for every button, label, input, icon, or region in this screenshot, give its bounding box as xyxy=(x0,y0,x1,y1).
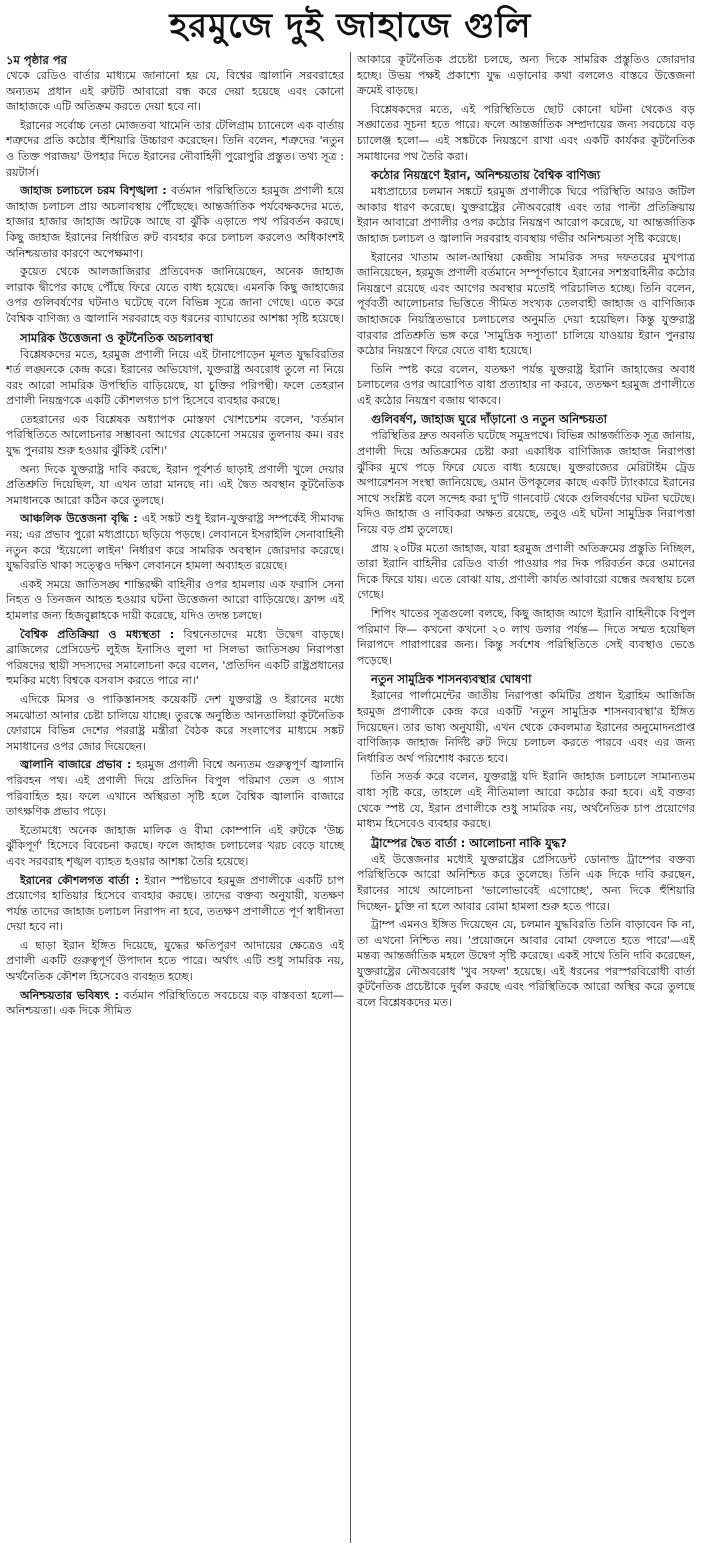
newspaper-page xyxy=(0,4,701,1547)
paragraph-text: এই সঙ্কট শুধু ইরান-যুক্তরাষ্ট্র সম্পর্কেই সীমাবদ্ধ নয়; এর প্রভাব পুরো মধ্যপ্রাচ্যে ছড়িয়ে পড়ছে। লেবাননে ইসরাইলি সেনাবাহিনী নতুন করে 'ইয়েলো লাইন' নির্ধারণ করে সামরিক অবস্থান জোরদার করেছে। যুদ্ধবিরতি থাকা সত্ত্বেও দক্ষিণ লেবাননে হামলা অব্যাহত রয়েছে। xyxy=(6,512,344,573)
paragraph: বিশ্লেষকদের মতে, হরমুজ প্রণালী নিয়ে এই টানাপোড়েন মূলত যুদ্ধবিরতির শর্ত লঙ্ঘনকে কেন্দ্র করে। ইরানের অভিযোগ, যুক্তরাষ্ট্র অবরোধ তুলে না নিয়ে বরং আরো সামরিক উপস্থিতি বাড়িয়েছে, যা চুক্তির পরিপন্থী। ফলে তেহরান প্রণালী নিয়ন্ত্রণকে একটি কৌশলগত চাপ হিসেবে ব্যবহার করছে। xyxy=(6,347,344,408)
paragraph: তিনি সতর্ক করে বলেন, যুক্তরাষ্ট্র যদি ইরানি জাহাজ চলাচলে সামান্যতম বাধা সৃষ্টি করে, তাহলে এই নীতিমালা আরো কঠোর করা হবে। এই বক্তব্য থেকে স্পষ্ট যে, ইরান প্রণালীকে শুধু সামরিক নয়, অর্থনৈতিক চাপ প্রয়োগের মাধ্যম হিসেবেও ব্যবহার করছে। xyxy=(357,770,695,831)
paragraph: কুয়েত থেকে আলজাজিরার প্রতিবেদক জানিয়েছেন, অনেক জাহাজ লারাক দ্বীপের কাছে পৌঁছে ফিরে যেতে বাধ্য হয়েছে। এমনকি কিছু জাহাজের ওপর গুলিবর্ষণের ঘটনাও ঘটেছে বলে বিভিন্ন সূত্রে জানা গেছে। এতে করে বৈশ্বিক বাণিজ্য ও জ্বালানি সরবরাহে বড় ধরনের ব্যাঘাতের আশঙ্কা সৃষ্টি হয়েছে। xyxy=(6,265,344,325)
paragraph xyxy=(6,627,344,689)
paragraph: শিপিং খাতের সূত্রগুলো বলছে, কিছু জাহাজ আগে ইরানি বাহিনীকে বিপুল পরিমাণ ফি— কখনো কখনো ২০ লাখ ডলার পর্যন্ত— দিতে সম্মত হয়েছিল নিরাপদে পারাপারের জন্য। কিন্তু সর্বশেষ পরিস্থিতিতে সেই ব্যবস্থাও ভেঙে পড়েছে। xyxy=(357,607,695,667)
subheading: অনিশ্চয়তার ভবিষ্যৎ : xyxy=(20,988,119,1002)
paragraph xyxy=(6,873,344,935)
paragraph: এদিকে মিসর ও পাকিস্তানসহ কয়েকটি দেশ যুক্তরাষ্ট্র ও ইরানের মধ্যে সমঝোতা আনার চেষ্টা চালিয়ে যাচ্ছে। তুরস্কে অনুষ্ঠিত আনতালিয়া কূটনৈতিক ফোরামে বিভিন্ন দেশের পররাষ্ট্র মন্ত্রীরা বৈঠক করে সংলাপের মাধ্যমে সঙ্কট সমাধানের ওপর জোর দিয়েছেন। xyxy=(6,692,344,753)
paragraph-text: বিশ্বনেতাদের মধ্যে উদ্বেগ বাড়ছে। ব্রাজিলের প্রেসিডেন্ট লুইজ ইনাসিও লুলা দা সিলভা জাতিসঙ্ঘ নিরাপত্তা পরিষদের স্থায়ী সদস্যদের সমালোচনা করে বলেন, 'প্রতিদিন একটি রাষ্ট্রপ্রধানের হুমকির মধ্যে বিশ্বকে বসবাস করতে পারে না।' xyxy=(6,627,344,688)
paragraph: থেকে রেডিও বার্তার মাধ্যমে জানানো হয় যে, বিশ্বের জ্বালানি সরবরাহের অন্যতম প্রধান এই রুটটি আবারো বন্ধ করে দেয়া হয়েছে এবং কোনো জাহাজকে এটি অতিক্রম করতে দেয়া হবে না। xyxy=(6,69,344,114)
paragraph: আকারে কূটনৈতিক প্রচেষ্টা চলছে, অন্য দিকে সামরিক প্রস্তুতিও জোরদার হচ্ছে। উভয় পক্ষই প্রকাশ্যে যুদ্ধ এড়ানোর কথা বললেও বাস্তবে উত্তেজনা ক্রমেই বাড়ছে। xyxy=(357,53,695,98)
subheading: ইরানের কৌশলগত বার্তা : xyxy=(20,873,140,887)
left-column xyxy=(6,52,350,1543)
right-column xyxy=(351,52,695,1543)
paragraph: ট্রাম্প এমনও ইঙ্গিত দিয়েছেন যে, চলমান যুদ্ধবিরতি তিনি বাড়াবেন কি না, তা এখনো নিশ্চিত নয়। 'প্রয়োজনে আবার বোমা ফেলতে হতে পারে'—এই মন্তব্য আন্তর্জাতিক মহলে উদ্বেগ সৃষ্টি করেছে। একই সাথে তিনি দাবি করেছেন, যুক্তরাষ্ট্রের নৌঅবরোধ 'খুব সফল' হয়েছে। এই ধরনের পরস্পরবিরোধী বার্তা কূটনৈতিক প্রচেষ্টাকে দুর্বল করছে এবং পরিস্থিতিকে আরো অস্থির করে তুলছে বলে বিশ্লেষকদের মত। xyxy=(357,918,695,1010)
paragraph: বিশ্লেষকদের মতে, এই পরিস্থিতিতে ছোট কোনো ঘটনা থেকেও বড় সঙ্ঘাতের সূচনা হতে পারে। ফলে আন্তর্জাতিক সম্প্রদায়ের জন্য সবচেয়ে বড় চ্যালেঞ্জ হলো— এই সঙ্কটকে নিয়ন্ত্রণে রাখা এবং একটি কার্যকর কূটনৈতিক সমাধানের পথ তৈরি করা। xyxy=(357,102,695,163)
section-heading: গুলিবর্ষণ, জাহাজ ঘুরে দাঁড়ানো ও নতুন অনিশ্চয়তা xyxy=(371,412,608,427)
paragraph xyxy=(6,511,344,573)
section-heading: সামরিক উত্তেজনা ও কূটনৈতিক অচলাবস্থা xyxy=(20,330,214,345)
paragraph-text: ইরান স্পষ্টভাবে হরমুজ প্রণালীকে একটি চাপ প্রয়োগের হাতিয়ার হিসেবে ব্যবহার করছে। তাদের বক্তব্য অনুযায়ী, যতক্ষণ পর্যন্ত তাদের জাহাজ চলাচল নিরাপদ না হবে, ততক্ষণ প্রণালীতে পূর্ণ স্বাধীনতা দেয়া হবে না। xyxy=(6,873,345,934)
paragraph: এ ছাড়া ইরান ইঙ্গিত দিয়েছে, যুদ্ধের ক্ষতিপূরণ আদায়ের ক্ষেত্রেও এই প্রণালী একটি গুরুত্বপূর্ণ উপাদান হতে পারে। অর্থাৎ এটি শুধু সামরিক নয়, অর্থনৈতিক কৌশল হিসেবেও ব্যবহৃত হচ্ছে। xyxy=(6,938,344,984)
subheading: জাহাজ চলাচলে চরম বিশৃঙ্খলা : xyxy=(20,184,167,198)
paragraph: তিনি স্পষ্ট করে বলেন, যতক্ষণ পর্যন্ত যুক্তরাষ্ট্র ইরানি জাহাজের অবাধ চলাচলের ওপর আরোপিত বাধা প্রত্যাহার না করবে, ততক্ষণ হরমুজ প্রণালীতে এই কঠোর নিয়ন্ত্রণ বজায় থাকবে। xyxy=(357,362,695,407)
subheading: জ্বালানি বাজারে প্রভাব : xyxy=(20,758,132,772)
paragraph: পরিস্থিতির দ্রুত অবনতি ঘটেছে সমুদ্রপথে। বিভিন্ন আন্তর্জাতিক সূত্র জানায়, প্রণালী দিয়ে অতিক্রমের চেষ্টা করা একাধিক বাণিজ্যিক জাহাজ নিরাপত্তা ঝুঁকির মুখে পড়ে ফিরে যেতে বাধ্য হয়েছে। যুক্তরাজ্যের মেরিটাইম ট্রেড অপারেশনস সংস্থা জানিয়েছে, ওমান উপকূলের কাছে একটি ট্যাংকারে ইরানের সাথে সংশ্লিষ্ট বলে সন্দেহ করা দু'টি গানবোট থেকে গুলিবর্ষণের ঘটনা ঘটেছে। যদিও জাহাজ ও নাবিকরা অক্ষত রয়েছে, তবুও এই ঘটনা সামুদ্রিক নিরাপত্তা নিয়ে বড় প্রশ্ন তুলেছে। xyxy=(357,429,695,537)
paragraph xyxy=(6,988,344,1019)
paragraph xyxy=(6,183,344,261)
paragraph-text: বর্তমান পরিস্থিতিতে সবচেয়ে বড় বাস্তবতা হলো— অনিশ্চয়তা। এক দিকে সীমিত xyxy=(6,988,344,1018)
section-heading: কঠোর নিয়ন্ত্রণে ইরান, অনিশ্চয়তায় বৈশ্বিক বাণিজ্য xyxy=(371,168,601,183)
paragraph: ইরানের খাতাম আল-আম্বিয়া কেন্দ্রীয় সামরিক সদর দফতরের মুখপাত্র জানিয়েছেন, হরমুজ প্রণালী বর্তমানে সম্পূর্ণভাবে ইরানের সশস্ত্রবাহিনীর কঠোর নিয়ন্ত্রণে রয়েছে এবং আগের অবস্থার মতোই পরিচালিত হচ্ছে। তিনি বলেন, পূর্ববর্তী আলোচনার ভিত্তিতে সীমিত সংখ্যক তেলবাহী জাহাজ ও বাণিজ্যিক জাহাজকে নিয়ন্ত্রিতভাবে চলাচলের অনুমতি দেয়া হয়েছিল। কিন্তু যুক্তরাষ্ট্র বারবার প্রতিশ্রুতি ভঙ্গ করে 'সামুদ্রিক দস্যুতা' চালিয়ে যাওয়ায় ইরান পুনরায় কঠোর নিয়ন্ত্রণে ফিরে যেতে বাধ্য হয়েছে। xyxy=(357,250,695,358)
paragraph: এই উত্তেজনার মধ্যেই যুক্তরাষ্ট্রের প্রেসিডেন্ট ডোনাল্ড ট্রাম্পের বক্তব্য পরিস্থিতিকে আরো অনিশ্চিত করে তুলেছে। তিনি এক দিকে দাবি করছেন, ইরানের সাথে আলোচনা 'ভালোভাবেই এগোচ্ছে', অন্য দিকে হুঁশিয়ারি দিচ্ছেন- চুক্তি না হলে আবার বোমা হামলা শুরু হতে পারে। xyxy=(357,852,695,913)
paragraph: অন্য দিকে যুক্তরাষ্ট্র দাবি করছে, ইরান পূর্বশর্ত ছাড়াই প্রণালী খুলে দেয়ার প্রতিশ্রুতি দিয়েছিল, যা এখন তারা মানছে না। এই দ্বৈত অবস্থান কূটনৈতিক সমাধানকে আরো কঠিন করে তুলছে। xyxy=(6,462,344,507)
paragraph: প্রায় ২০টির মতো জাহাজ, যারা হরমুজ প্রণালী অতিক্রমের প্রস্তুতি নিচ্ছিল, তারা ইরানি বাহিনীর রেডিও বার্তা পাওয়ার পর দিক পরিবর্তন করে ওমানের দিকে ফিরে যায়। এতে বোঝা যায়, প্রণালী কার্যত আবারো বন্ধের অবস্থায় চলে গেছে। xyxy=(357,541,695,602)
paragraph-text: হরমুজ প্রণালী বিশ্বে অন্যতম গুরুত্বপূর্ণ জ্বালানি পরিবহন পথ। এই প্রণালী দিয়ে প্রতিদিন বিপুল পরিমাণ তেল ও গ্যাস পরিবাহিত হয়। ফলে এখানে অস্থিরতা সৃষ্টি হলে বৈশ্বিক জ্বালানি বাজারে তাৎক্ষণিক প্রভাব পড়ে। xyxy=(6,758,344,819)
paragraph: ইতোমধ্যে অনেক জাহাজ মালিক ও বীমা কোম্পানি এই রুটকে 'উচ্চ ঝুঁকিপূর্ণ' হিসেবে বিবেচনা করছে। ফলে জাহাজ চলাচলের খরচ বেড়ে যাচ্ছে এবং সরবরাহ শৃঙ্খল ব্যাহত হওয়ার আশঙ্কা তৈরি হয়েছে। xyxy=(6,823,344,868)
section-heading: নতুন সামুদ্রিক শাসনব্যবস্থার ঘোষণা xyxy=(371,672,532,687)
paragraph: তেহরানের এক বিশ্লেষক অধ্যাপক মোস্তফা খোশচেশম বলেন, 'বর্তমান পরিস্থিতিতে আলোচনার সম্ভাবনা আগের যেকোনো সময়ের তুলনায় কম। বরং যুদ্ধ পুনরায় শুরু হওয়ার ঝুঁকিই বেশি।' xyxy=(6,412,344,458)
paragraph xyxy=(6,757,344,819)
subheading: আঞ্চলিক উত্তেজনা বৃদ্ধি : xyxy=(20,512,138,526)
subheading: বৈশ্বিক প্রতিক্রিয়া ও মধ্যস্থতা : xyxy=(20,627,175,641)
paragraph: মধ্যপ্রাচ্যের চলমান সঙ্কটে হরমুজ প্রণালীকে ঘিরে পরিস্থিতি আরও জটিল আকার ধারণ করেছে। যুক্তরাষ্ট্রের নৌঅবরোধ এবং তার পাল্টা প্রতিক্রিয়ায় ইরান আবারো প্রণালীর ওপর কঠোর নিয়ন্ত্রণ আরোপ করেছে, যা আন্তর্জাতিক জাহাজ চলাচল ও জ্বালানি সরবরাহ ব্যবস্থায় গভীর অনিশ্চয়তা সৃষ্টি করেছে। xyxy=(357,185,695,245)
paragraph: ইরানের সর্বোচ্চ নেতা মোজতবা খামেনি তার টেলিগ্রাম চ্যানেলে এক বার্তায় শত্রুদের প্রতি কঠোর হুঁশিয়ারি উচ্চারণ করেছেন। তিনি বলেন, শত্রুদের 'নতুন ও তিক্ত পরাজয়' উপহার দিতে ইরানের নৌবাহিনী পুরোপুরি প্রস্তুত। তথ্য সূত্র : রয়টার্স। xyxy=(6,118,344,179)
paragraph-text: বর্তমান পরিস্থিতিতে হরমুজ প্রণালী হয়ে জাহাজ চলাচল প্রায় অচলাবস্থায় পৌঁছেছে। আন্তর্জাতিক পর্যবেক্ষকদের মতে, হাজার হাজার জাহাজ আটকে আছে বা ঝুঁকি এড়াতে পথ পরিবর্তন করছে। কিছু জাহাজ ইরানের নির্ধারিত রুট ব্যবহার করে চলাচল করলেও অধিকাংশই অনিশ্চয়তার কারণে অপেক্ষমাণ। xyxy=(6,184,345,260)
section-heading: ট্রাম্পের দ্বৈত বার্তা : আলোচনা নাকি যুদ্ধ? xyxy=(371,835,567,850)
paragraph: একই সময়ে জাতিসঙ্ঘ শান্তিরক্ষী বাহিনীর ওপর হামলায় এক ফরাসি সেনা নিহত ও তিনজন আহত হওয়ার ঘটনা উত্তেজনা আরো বাড়িয়েছে। ফ্রান্স এই হামলার জন্য হিজবুল্লাহকে দায়ী করেছে, যদিও তদন্ত চলছে। xyxy=(6,577,344,622)
jump-label: ১ম পৃষ্ঠার পর xyxy=(6,53,67,67)
paragraph: ইরানের পার্লামেন্টের জাতীয় নিরাপত্তা কমিটির প্রধান ইব্রাহিম আজিজি হরমুজ প্রণালীকে কেন্দ্র করে একটি 'নতুন সামুদ্রিক শাসনব্যবস্থা'র ইঙ্গিত দিয়েছেন। তার ভাষ্য অনুযায়ী, এখন থেকে কেবলমাত্র ইরানের অনুমোদনপ্রাপ্ত বাণিজ্যিক জাহাজ নির্দিষ্ট রুট দিয়ে চলাচল করতে পারবে এবং এর জন্য নির্ধারিত অর্থ পরিশোধ করতে হবে। xyxy=(357,689,695,765)
headline: হরমুজে দুই জাহাজে গুলি xyxy=(169,6,532,46)
article-columns xyxy=(6,52,695,1543)
